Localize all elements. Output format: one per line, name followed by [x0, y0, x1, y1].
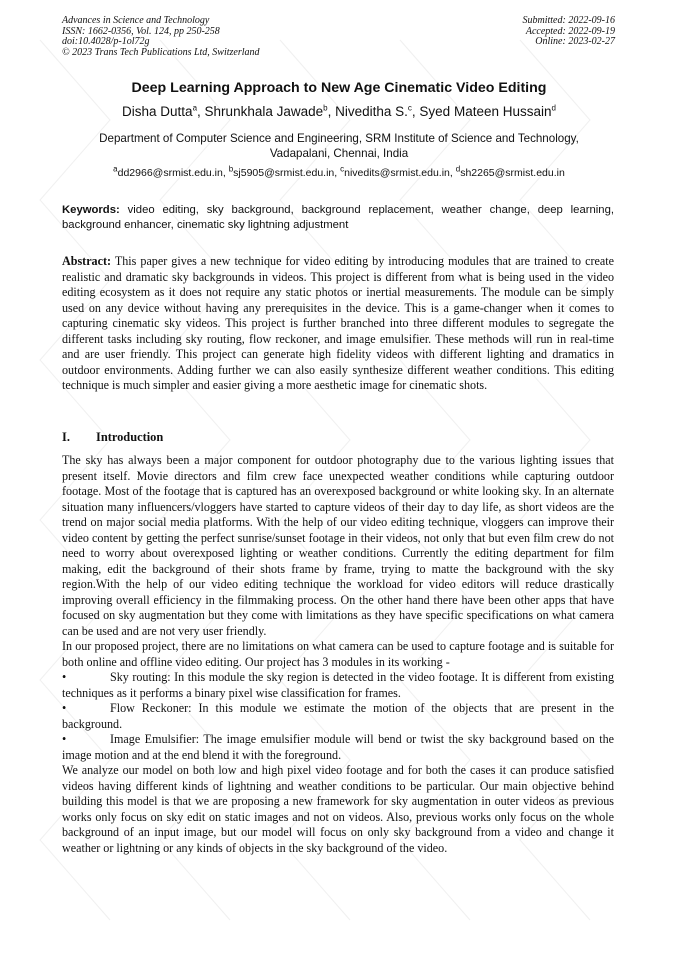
bullet-icon: •	[62, 670, 67, 684]
author-emails: $^a$dd2966@srmist.edu.in, $^b$sj5905@srmist.edu.in, $^c$nivedits@srmist.edu.in, $^d$sh2265@srmist.edu.in	[113, 164, 565, 179]
doi: doi:10.4028/p-1ol72g	[62, 36, 150, 48]
email-link[interactable]: $^d$sh2265@srmist.edu.in	[455, 164, 565, 179]
intro-paragraph: The sky has always been a major component for outdoor photography due to the various lighting issues that present itself. Movie directors and film crew face unexpected weather conditions while capturing outdoor footage. Most of the footage that is captured has an overexposed background or white looking sky. In an alternate situation many influencers/vloggers have started to capture videos of their day to day life, as short videos are the trend on major social media platforms. With the help of our video editing technique, vloggers can improve their video content by getting the perfect sunrise/sunset footage in their videos, not only that but even film crew do not need to worry about overexposed lighting or weather conditions. Currently the editing department for film making, edit the background of their shots frame by frame, trying to matte the background with the sky region.With the help of our video editing technique the workload for video editors will reduce drastically improving overall efficiency in the filmmaking process. On the other hand there have been other apps that have focused on sky augmentation but they come with limitations as they have specific specifications on what camera can be used and are not very user friendly.	[62, 453, 614, 638]
keywords-label: Keywords:	[62, 204, 120, 216]
journal-name: Advances in Science and Technology	[62, 15, 210, 26]
keywords-text: video editing, sky background, background replacement, weather change, deep learning, background enhancer, cinematic sky lightning adjustment	[62, 204, 614, 231]
section-number: I.	[62, 430, 70, 444]
bullet-item: • Sky routing: In this module the sky region is detected in the video footage. It is different from existing techniques as it performs a binary pixel wise classification for frames.	[62, 670, 614, 700]
author: Disha Dutta$^a$	[122, 103, 198, 119]
author: Shrunkhala Jawade$^b$	[204, 103, 328, 119]
paper-title: Deep Learning Approach to New Age Cinematic Video Editing	[131, 80, 547, 96]
bullet-item: • Image Emulsifier: The image emulsifier module will bend or twist the sky background based on the image motion and at the end blend it with the foreground.	[62, 732, 614, 762]
introduction-body	[62, 453, 614, 856]
abstract-text: This paper gives a new technique for video editing by introducing modules that are trained to create realistic and dramatic sky backgrounds in videos. This project is different from what is being used in the video editing ecosystem as it does not require any static photos or inertial measurements. The module can be simply used on any device without having any prerequisites in the device. This is a game-changer when it comes to capturing cinematic sky videos. This project is further branched into three different modules to segregate the different tasks including sky routing, flow reckoner, and image emulsifier. These methods will run in real-time and are user friendly. This project can generate high fidelity videos with different lighting and dramatics in outdoor environments. Adding further we can also easily synthesize different weather conditions. This editing technique is much simpler and easier giving a more aesthetic image for cinematic shots.	[62, 254, 614, 392]
intro-paragraph: We analyze our model on both low and high pixel video footage and for both the cases it can produce satisfied videos having different kinds of lightning and weather conditions to be particular. Our main objective behind building this model is that we are proposing a new framework for sky augmentation in outer videos as previous works only focus on sky edit on static images and not on videos. Also, previous works only focus on the whole background of an input image, but our model will focus on only sky background from a video and change it weather or lightning or any kinds of objects in the sky background of the video.	[62, 763, 614, 855]
section-heading-introduction	[62, 430, 163, 445]
email-link[interactable]: $^c$nivedits@srmist.edu.in	[340, 164, 450, 179]
journal-meta	[62, 16, 260, 58]
issn: ISSN: 1662-0356, Vol. 124, pp 250-258	[62, 25, 220, 37]
online-date: Online: 2023-02-27	[535, 36, 615, 48]
intro-paragraph: In our proposed project, there are no limitations on what camera can be used to capture footage and is suitable for both online and offline video editing. Our project has 3 modules in its working -	[62, 639, 614, 669]
submission-dates	[523, 16, 616, 48]
bullet-icon: •	[62, 732, 67, 746]
bullet-icon: •	[62, 701, 67, 715]
author: Niveditha S.$^c$	[335, 103, 412, 119]
email-link[interactable]: $^a$dd2966@srmist.edu.in	[113, 164, 223, 179]
accepted-date: Accepted: 2022-09-19	[525, 25, 615, 37]
submitted-date: Submitted: 2022-09-16	[522, 15, 615, 26]
keywords	[62, 203, 614, 233]
author: Syed Mateen Hussain$^d$	[419, 103, 556, 119]
email-link[interactable]: $^b$sj5905@srmist.edu.in	[228, 164, 335, 179]
abstract-label: Abstract:	[62, 254, 112, 268]
abstract	[62, 254, 614, 394]
affiliation: Department of Computer Science and Engineering, SRM Institute of Science and Technology, Vadapalani, Chennai, India	[99, 132, 579, 160]
copyright: © 2023 Trans Tech Publications Ltd, Switzerland	[62, 46, 260, 58]
bullet-item: • Flow Reckoner: In this module we estimate the motion of the objects that are present in the background.	[62, 701, 614, 731]
author-list: Disha Dutta$^a$, Shrunkhala Jawade$^b$, Niveditha S.$^c$, Syed Mateen Hussain$^d$	[122, 103, 556, 119]
section-title: Introduction	[96, 430, 164, 444]
